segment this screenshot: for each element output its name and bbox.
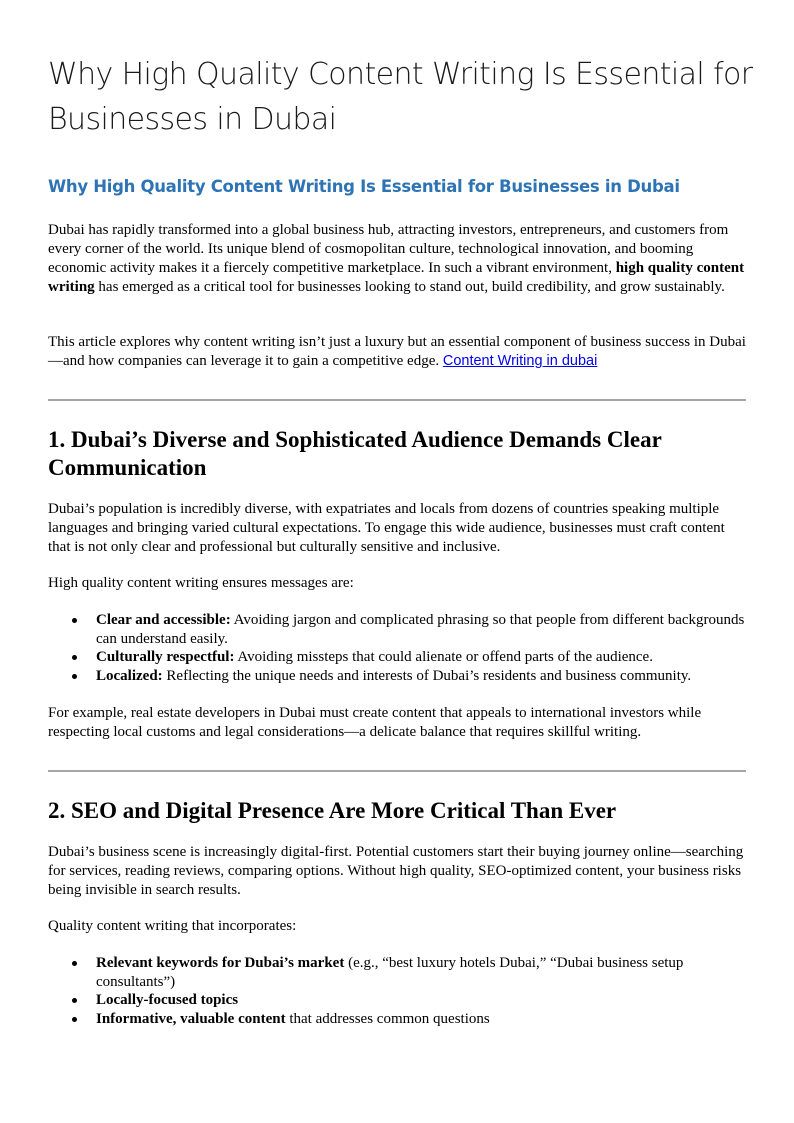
section-2-bullet-list: [48, 954, 746, 1028]
section-1-paragraph-1: Dubai’s population is incredibly diverse, with expatriates and locals from dozens of countries speaking multiple languages and bringing varied cultural expectations. To engage this wide audience, businesses must craft content that is not only clear and professional but culturally sensitive and inclusive.: [48, 501, 725, 555]
section-1-bullet-list: [48, 611, 746, 685]
list-item-text: Avoiding jargon and complicated phrasing so that people from different backgrounds can understand easily.: [96, 612, 745, 647]
document-subtitle: Why High Quality Content Writing Is Essential for Businesses in Dubai: [48, 177, 680, 196]
list-item-bold: Relevant keywords for Dubai’s market: [96, 955, 345, 971]
intro-paragraph-1: [48, 221, 746, 297]
bullet-icon: [72, 961, 77, 966]
list-item-bold: Culturally respectful:: [96, 649, 235, 665]
section-1-paragraph-2: High quality content writing ensures messages are:: [48, 575, 354, 591]
list-item: [48, 954, 746, 991]
list-item-text: Avoiding missteps that could alienate or offend parts of the audience.: [234, 649, 653, 665]
list-item: [48, 1010, 746, 1029]
intro-bold-phrase: high quality content writing: [48, 260, 745, 295]
list-item-bold: Informative, valuable content: [96, 1010, 286, 1027]
intro-paragraph-2: [48, 333, 746, 371]
section-divider: [48, 399, 746, 401]
list-item-bold: Localized:: [96, 667, 163, 684]
list-item: [48, 667, 746, 686]
intro-text-2: This article explores why content writing isn’t just a luxury but an essential component of business success in Dubai—and how companies can leverage it to gain a competitive edge.: [48, 334, 746, 369]
list-item-bold: Locally-focused topics: [96, 992, 239, 1008]
list-item-text: that addresses common questions: [285, 1010, 490, 1027]
list-item: [48, 991, 746, 1010]
section-1-paragraph-3: For example, real estate developers in Dubai must create content that appeals to international investors while respecting local customs and legal considerations—a delicate balance that requires skillful writing.: [48, 705, 702, 740]
section-2-paragraph-1: Dubai’s business scene is increasingly digital-first. Potential customers start their buying journey online—searching for services, reading reviews, comparing options. Without high quality, SEO-optimized content, your business risks being invisible in search results.: [48, 844, 744, 898]
intro-text-a: Dubai has rapidly transformed into a global business hub, attracting investors, entrepreneurs, and customers from every corner of the world. Its unique blend of cosmopolitan culture, technological innovation, and booming economic activity makes it a fiercely competitive marketplace. In such a vibrant environment,: [48, 222, 729, 276]
list-item-text: (e.g., “best luxury hotels Dubai,” “Dubai business setup consultants”): [96, 955, 684, 990]
section-1-heading: 1. Dubai’s Diverse and Sophisticated Audience Demands Clear Communication: [48, 427, 662, 480]
intro-text-b: has emerged as a critical tool for businesses looking to stand out, build credibility, and grow sustainably.: [94, 279, 725, 295]
bullet-icon: [72, 1017, 77, 1022]
bullet-icon: [72, 655, 77, 660]
list-item-bold: Clear and accessible:: [96, 612, 231, 628]
section-2-heading: 2. SEO and Digital Presence Are More Critical Than Ever: [48, 798, 617, 823]
section-2-paragraph-2: Quality content writing that incorporates:: [48, 918, 297, 934]
document-title: Why High Quality Content Writing Is Essential for Businesses in Dubai: [48, 57, 753, 137]
list-item: [48, 648, 746, 667]
section-divider: [48, 770, 746, 772]
bullet-icon: [72, 674, 77, 679]
content-writing-link[interactable]: Content Writing in dubai: [442, 353, 598, 369]
bullet-icon: [72, 618, 77, 623]
bullet-icon: [72, 998, 77, 1003]
list-item-text: Reflecting the unique needs and interests of Dubai’s residents and business community.: [162, 667, 692, 684]
list-item: [48, 611, 746, 648]
